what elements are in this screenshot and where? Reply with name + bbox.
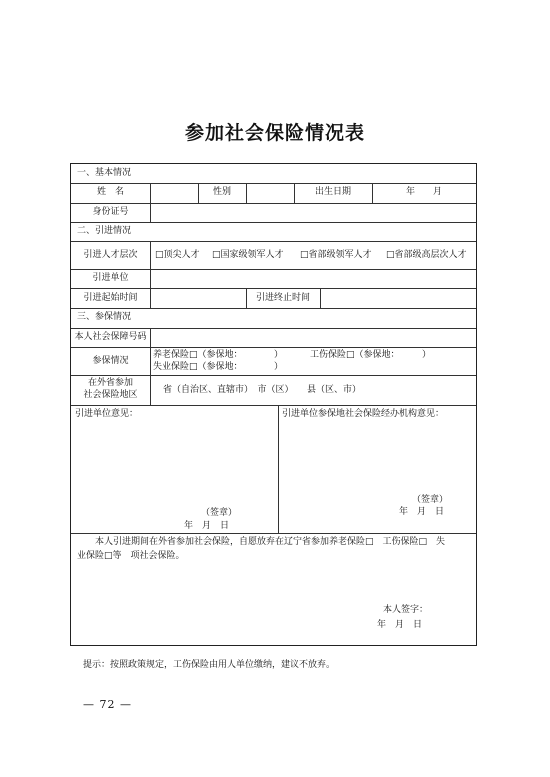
start-time-field[interactable] — [151, 289, 245, 307]
name-label: 姓 名 — [96, 187, 124, 197]
introducing-unit-field[interactable] — [151, 270, 475, 287]
page-number: — 72 — — [83, 698, 132, 711]
row-divider — [71, 308, 476, 309]
declaration-date: 年 月 日 — [377, 620, 423, 630]
region-label-line1: 在外省参加 — [87, 378, 133, 388]
section-basic-heading: 一、基本情况 — [77, 168, 132, 178]
talent-level-option-provincial-high[interactable]: □省部级高层次人才 — [386, 250, 467, 260]
talent-level-option-national[interactable]: □国家级领军人才 — [212, 250, 284, 260]
unit-opinion-date: 年 月 日 — [184, 521, 230, 531]
id-number-field[interactable] — [151, 204, 475, 221]
section-insurance-heading: 三、参保情况 — [77, 312, 132, 322]
start-time-label: 引进起始时间 — [83, 293, 138, 303]
injury-insurance-option[interactable]: 工伤保险□（参保地： ） — [310, 350, 432, 360]
pension-insurance-option[interactable]: 养老保险□（参保地： ） — [153, 350, 284, 360]
name-field[interactable] — [151, 184, 197, 202]
footer-note: 提示：按照政策规定，工伤保险由用人单位缴纳，建议不放弃。 — [83, 660, 336, 670]
introducing-unit-label: 引进单位 — [92, 273, 129, 283]
region-label-line2: 社会保险地区 — [83, 390, 138, 400]
row-divider — [71, 222, 476, 223]
id-number-label: 身份证号 — [92, 207, 129, 217]
insurance-status-label: 参保情况 — [92, 356, 129, 366]
unit-opinion-label: 引进单位意见： — [75, 409, 139, 419]
insurance-form-table — [70, 163, 477, 646]
unemployment-insurance-option[interactable]: 失业保险□（参保地： ） — [153, 362, 284, 372]
agency-seal: （签章） — [412, 495, 449, 505]
unit-opinion-area[interactable] — [73, 422, 276, 530]
declaration-line1: 本人引进期间在外省参加社会保险，自愿放弃在辽宁省参加养老保险□ 工伤保险□ 失 — [95, 537, 446, 547]
birth-date-field[interactable]: 年 月 — [405, 187, 442, 197]
row-divider — [71, 405, 476, 406]
row-divider — [71, 347, 476, 348]
gender-field[interactable] — [247, 184, 293, 202]
row-divider — [71, 375, 476, 376]
declaration-line2: 业保险□等 项社会保险。 — [77, 551, 185, 561]
social-security-number-field[interactable] — [151, 329, 475, 346]
talent-level-option-top[interactable]: □顶尖人才 — [155, 250, 200, 260]
section-introduction-heading: 二、引进情况 — [77, 226, 132, 236]
birth-date-label: 出生日期 — [314, 187, 351, 197]
end-time-field[interactable] — [321, 289, 475, 307]
page-title: 参加社会保险情况表 — [184, 122, 365, 144]
talent-level-option-provincial[interactable]: □省部级领军人才 — [300, 250, 372, 260]
social-security-number-label: 本人社会保障号码 — [74, 332, 147, 342]
row-divider — [71, 241, 476, 242]
agency-opinion-date: 年 月 日 — [399, 507, 445, 517]
agency-opinion-area[interactable] — [280, 422, 474, 530]
signature-label: 本人签字： — [383, 605, 429, 615]
row-divider — [71, 533, 476, 534]
agency-opinion-label: 引进单位参保地社会保险经办机构意见： — [282, 409, 445, 419]
column-divider — [278, 405, 279, 533]
unit-seal: （签章） — [201, 508, 238, 518]
region-value: 省（自治区、直辖市） 市（区） 县（区、市） — [163, 385, 362, 395]
gender-label: 性别 — [212, 187, 231, 197]
talent-level-label: 引进人才层次 — [83, 250, 138, 260]
end-time-label: 引进终止时间 — [255, 293, 310, 303]
